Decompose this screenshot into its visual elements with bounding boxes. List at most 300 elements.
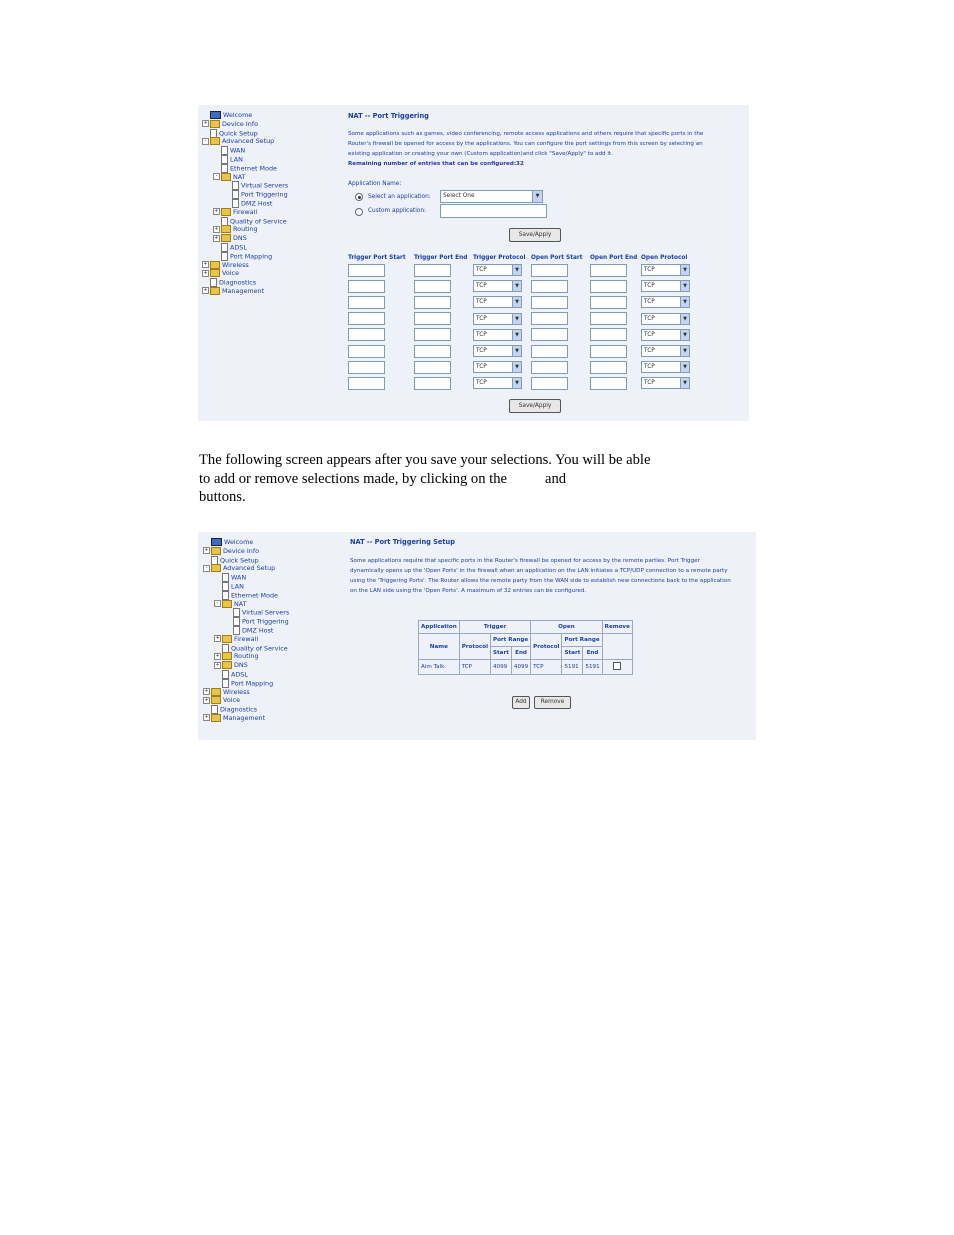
- expand-icon[interactable]: +: [203, 287, 208, 294]
- table-cell: [590, 375, 641, 391]
- tree-item[interactable]: [202, 199, 288, 208]
- tree-item-label[interactable]: Firewall: [233, 207, 258, 216]
- tree-item[interactable]: [203, 582, 289, 591]
- tree-item-label[interactable]: DNS: [233, 234, 247, 243]
- tree-item[interactable]: [203, 635, 289, 644]
- tree-item-label[interactable]: Wireless: [223, 687, 250, 696]
- custom-application-radio[interactable]: [355, 208, 363, 216]
- custom-application-input[interactable]: [440, 204, 547, 218]
- page-icon: [222, 591, 229, 600]
- chevron-down-icon: ▼: [680, 265, 689, 275]
- tree-item[interactable]: [202, 243, 288, 252]
- header-trigger-port-range: Port Range: [490, 634, 530, 647]
- table-cell: [641, 294, 692, 310]
- chevron-down-icon: ▼: [680, 378, 689, 388]
- tree-item-label[interactable]: ADSL: [231, 670, 248, 679]
- column-header: Open Port Start: [531, 254, 583, 261]
- tree-item[interactable]: [203, 617, 289, 626]
- table-cell: [348, 343, 414, 359]
- tree-item[interactable]: [202, 278, 288, 287]
- table-cell: [641, 262, 692, 278]
- folder-icon: [210, 269, 220, 277]
- folder-icon: [221, 173, 231, 181]
- tree-item[interactable]: [203, 661, 289, 670]
- tree-item-label[interactable]: Welcome: [224, 538, 254, 546]
- tree-item-label[interactable]: Quick Setup: [220, 556, 259, 565]
- tree-item[interactable]: [202, 234, 288, 243]
- page-icon: [233, 626, 240, 635]
- table-cell: [414, 294, 473, 310]
- page-icon: [222, 679, 229, 688]
- trigger-protocol-select[interactable]: [473, 377, 522, 389]
- folder-icon: [222, 600, 232, 608]
- tree-item[interactable]: [203, 696, 289, 705]
- protocol-value: TCP: [476, 299, 487, 306]
- tree-item-label[interactable]: Port Triggering: [242, 617, 289, 626]
- table-cell: [414, 375, 473, 391]
- page-icon: [221, 146, 228, 155]
- table-row: [348, 375, 692, 391]
- protocol-value: TCP: [476, 331, 487, 338]
- select-application-label: Select an application:: [368, 194, 431, 200]
- application-select[interactable]: [440, 190, 543, 203]
- save-apply-button-bottom[interactable]: Save/Apply: [509, 399, 561, 413]
- tree-item-label[interactable]: NAT: [233, 172, 246, 181]
- trigger-protocol-select[interactable]: [473, 361, 522, 373]
- entry-trigger-protocol: TCP: [459, 660, 490, 675]
- trigger-port-start-input[interactable]: [348, 328, 385, 341]
- tree-item[interactable]: [203, 688, 289, 697]
- protocol-value: TCP: [476, 348, 487, 355]
- header-trigger-end: End: [511, 647, 530, 660]
- tree-item-label[interactable]: Port Mapping: [230, 252, 273, 261]
- protocol-value: TCP: [476, 364, 487, 371]
- tree-item[interactable]: [203, 573, 289, 582]
- tree-item-label[interactable]: Device Info: [222, 119, 258, 128]
- table-row: [348, 311, 692, 327]
- tree-item[interactable]: [203, 564, 289, 573]
- table-cell: [531, 327, 590, 343]
- open-port-start-input[interactable]: [531, 312, 568, 325]
- trigger-port-start-input[interactable]: [348, 264, 385, 277]
- table-cell: [473, 343, 531, 359]
- open-protocol-select[interactable]: [641, 345, 690, 357]
- header-open-protocol: Protocol: [531, 634, 562, 660]
- expand-icon[interactable]: +: [214, 225, 219, 232]
- tree-item[interactable]: [203, 679, 289, 688]
- tree-item[interactable]: [202, 208, 288, 217]
- tree-item[interactable]: [203, 556, 289, 565]
- protocol-value: TCP: [476, 283, 487, 290]
- table-cell: [348, 375, 414, 391]
- page-icon: [210, 278, 217, 287]
- protocol-value: TCP: [476, 267, 487, 274]
- folder-icon: [211, 714, 221, 722]
- table-cell: [590, 278, 641, 294]
- tree-item[interactable]: [203, 714, 289, 723]
- tree-item[interactable]: [202, 287, 288, 296]
- folder-icon: [211, 547, 221, 555]
- trigger-port-end-input[interactable]: [414, 328, 451, 341]
- folder-icon: [210, 120, 220, 128]
- tree-item[interactable]: [202, 225, 288, 234]
- open-port-end-input[interactable]: [590, 264, 627, 277]
- expand-icon[interactable]: +: [204, 714, 209, 721]
- table-cell: [473, 294, 531, 310]
- table-cell: [590, 343, 641, 359]
- entry-name: Aim Talk: [419, 660, 460, 675]
- trigger-port-end-input[interactable]: [414, 377, 451, 390]
- header-trigger: Trigger: [459, 621, 530, 634]
- tree-item-label[interactable]: DMZ Host: [242, 626, 274, 635]
- folder-icon: [211, 564, 221, 572]
- trigger-protocol-select[interactable]: [473, 264, 522, 276]
- page-icon: [211, 705, 218, 714]
- tree-item[interactable]: [203, 644, 289, 653]
- table-cell: [414, 262, 473, 278]
- open-port-start-input[interactable]: [531, 377, 568, 390]
- page-description: Some applications require that specific ports in the Router's firewall be opened for access by the remote parties. Port Trigger dynamically opens up the 'Open Ports' in the firewall when an application on the LAN initiates a TCP/UDP connection to a remote party using the 'Triggering Ports'. The Router allows the remote party from the WAN side to establish new connections back to the application on the LAN side using the 'Open Ports'. A maximum of 32 entries can be configured.: [350, 558, 731, 594]
- tree-item[interactable]: [202, 252, 288, 261]
- header-trigger-start: Start: [490, 647, 511, 660]
- trigger-protocol-select[interactable]: [473, 329, 522, 341]
- chevron-down-icon: ▼: [512, 314, 521, 324]
- tree-item[interactable]: [202, 181, 288, 190]
- table-cell: [348, 262, 414, 278]
- collapse-icon[interactable]: -: [214, 600, 221, 607]
- tree-item[interactable]: [202, 190, 288, 199]
- document-line-1: The following screen appears after you save your selections. You will be able: [199, 452, 651, 468]
- page-icon: [222, 582, 229, 591]
- trigger-port-start-input[interactable]: [348, 280, 385, 293]
- table-cell: [641, 311, 692, 327]
- column-header: Trigger Port End: [414, 254, 468, 261]
- tree-item[interactable]: [202, 137, 288, 146]
- protocol-value: TCP: [644, 364, 655, 371]
- page-icon: [221, 243, 228, 252]
- tree-item-label[interactable]: Voice: [222, 269, 240, 278]
- tree-item-label[interactable]: Port Triggering: [241, 190, 288, 199]
- tree-item-label[interactable]: Port Mapping: [231, 679, 274, 688]
- tree-item-label[interactable]: WAN: [230, 146, 246, 155]
- open-port-start-input[interactable]: [531, 264, 568, 277]
- table-row: [348, 327, 692, 343]
- folder-icon: [222, 652, 232, 660]
- tree-item-label[interactable]: WAN: [231, 573, 247, 582]
- trigger-port-end-input[interactable]: [414, 361, 451, 374]
- tree-item[interactable]: [202, 261, 288, 270]
- trigger-port-end-input[interactable]: [414, 345, 451, 358]
- trigger-protocol-select[interactable]: [473, 345, 522, 357]
- trigger-port-end-input[interactable]: [414, 296, 451, 309]
- open-port-end-input[interactable]: [590, 312, 627, 325]
- header-remove: Remove: [602, 621, 632, 634]
- tree-item-label[interactable]: Quick Setup: [219, 129, 258, 138]
- expand-icon[interactable]: +: [203, 261, 208, 268]
- folder-icon: [221, 225, 231, 233]
- tree-item-label[interactable]: Wireless: [222, 260, 249, 269]
- tree-item[interactable]: [202, 269, 288, 278]
- protocol-value: TCP: [644, 315, 655, 322]
- tree-item[interactable]: [202, 173, 288, 182]
- save-apply-button-top[interactable]: Save/Apply: [509, 228, 561, 242]
- table-cell: [531, 375, 590, 391]
- collapse-icon[interactable]: -: [202, 138, 209, 145]
- select-application-radio[interactable]: [355, 193, 363, 201]
- trigger-port-end-input[interactable]: [414, 312, 451, 325]
- column-header: Trigger Port Start: [348, 254, 406, 261]
- open-protocol-select[interactable]: [641, 296, 690, 308]
- open-protocol-select[interactable]: [641, 329, 690, 341]
- tree-item[interactable]: [202, 111, 288, 120]
- page-icon: [222, 644, 229, 653]
- table-cell: [414, 343, 473, 359]
- page-icon: [233, 608, 240, 617]
- table-cell: [641, 375, 692, 391]
- tree-item[interactable]: [202, 164, 288, 173]
- tree-item[interactable]: [203, 670, 289, 679]
- tree-item[interactable]: [203, 591, 289, 600]
- entry-remove-cell: [602, 660, 632, 675]
- open-protocol-select[interactable]: [641, 280, 690, 292]
- table-row: [348, 278, 692, 294]
- tree-item-label[interactable]: Ethernet Mode: [231, 591, 278, 600]
- tree-item-label[interactable]: Quality of Service: [230, 217, 287, 226]
- page-icon: [221, 164, 228, 173]
- tree-item-label[interactable]: Diagnostics: [219, 278, 257, 287]
- chevron-down-icon: ▼: [680, 314, 689, 324]
- port-triggering-table: [348, 253, 692, 392]
- collapse-icon[interactable]: -: [213, 173, 220, 180]
- page-icon: [232, 181, 239, 190]
- open-port-start-input[interactable]: [531, 328, 568, 341]
- remove-checkbox[interactable]: [613, 662, 621, 670]
- header-remove-blank: [602, 634, 632, 660]
- entry-open-protocol: TCP: [531, 660, 562, 675]
- expand-icon[interactable]: +: [203, 269, 208, 276]
- open-port-start-input[interactable]: [531, 345, 568, 358]
- tree-item-label[interactable]: DNS: [234, 661, 248, 670]
- tree-item[interactable]: [203, 547, 289, 556]
- chevron-down-icon: ▼: [512, 362, 521, 372]
- header-open: Open: [531, 621, 602, 634]
- protocol-value: TCP: [644, 331, 655, 338]
- table-cell: [590, 311, 641, 327]
- tree-item[interactable]: [202, 217, 288, 226]
- table-cell: [348, 327, 414, 343]
- chevron-down-icon: ▼: [512, 265, 521, 275]
- expand-icon[interactable]: +: [203, 120, 208, 127]
- header-name: Name: [419, 634, 460, 660]
- table-cell: [531, 294, 590, 310]
- tree-item[interactable]: [203, 608, 289, 617]
- tree-item-label[interactable]: Quality of Service: [231, 644, 288, 653]
- open-protocol-select[interactable]: [641, 377, 690, 389]
- navigation-tree: [202, 111, 288, 296]
- tree-item-label[interactable]: Advanced Setup: [222, 137, 275, 146]
- tree-item[interactable]: [202, 155, 288, 164]
- open-port-end-input[interactable]: [590, 328, 627, 341]
- table-cell: [473, 327, 531, 343]
- chevron-down-icon: ▼: [680, 297, 689, 307]
- table-cell: [348, 294, 414, 310]
- tree-item[interactable]: [203, 600, 289, 609]
- protocol-value: TCP: [644, 348, 655, 355]
- tree-item-label[interactable]: LAN: [230, 155, 243, 164]
- application-name-label: Application Name:: [348, 181, 402, 187]
- tree-item[interactable]: [202, 146, 288, 155]
- expand-icon[interactable]: +: [204, 547, 209, 554]
- tree-item[interactable]: [203, 538, 289, 547]
- trigger-port-start-input[interactable]: [348, 345, 385, 358]
- table-row: [348, 262, 692, 278]
- protocol-value: TCP: [644, 299, 655, 306]
- tree-item-label[interactable]: Firewall: [234, 634, 259, 643]
- table-cell: [348, 278, 414, 294]
- expand-icon[interactable]: +: [214, 234, 219, 241]
- trigger-port-start-input[interactable]: [348, 312, 385, 325]
- tree-item-label[interactable]: Ethernet Mode: [230, 164, 277, 173]
- tree-item-label[interactable]: Welcome: [223, 111, 253, 119]
- table-cell: [590, 262, 641, 278]
- table-cell: [473, 262, 531, 278]
- tree-item-label[interactable]: ADSL: [230, 243, 247, 252]
- trigger-port-start-input[interactable]: [348, 296, 385, 309]
- table-cell: [590, 327, 641, 343]
- open-protocol-select[interactable]: [641, 361, 690, 373]
- computer-icon: [211, 538, 222, 546]
- open-port-start-input[interactable]: [531, 280, 568, 293]
- trigger-port-end-input[interactable]: [414, 264, 451, 277]
- table-cell: [531, 343, 590, 359]
- remove-button[interactable]: Remove: [534, 696, 571, 709]
- tree-item-label[interactable]: Virtual Servers: [242, 608, 290, 617]
- expand-icon[interactable]: +: [215, 661, 220, 668]
- table-row: [348, 294, 692, 310]
- trigger-protocol-select[interactable]: [473, 280, 522, 292]
- expand-icon[interactable]: +: [204, 688, 209, 695]
- custom-application-label: Custom application:: [368, 208, 426, 214]
- table-cell: [414, 359, 473, 375]
- table-cell: [473, 375, 531, 391]
- page-title: NAT -- Port Triggering: [348, 112, 429, 120]
- page-icon: [232, 199, 239, 208]
- header-open-start: Start: [562, 647, 583, 660]
- tree-item-label[interactable]: Routing: [234, 652, 259, 661]
- table-cell: [473, 359, 531, 375]
- trigger-port-start-input[interactable]: [348, 361, 385, 374]
- header-open-end: End: [583, 647, 602, 660]
- open-protocol-select[interactable]: [641, 264, 690, 276]
- expand-icon[interactable]: +: [214, 208, 219, 215]
- folder-icon: [210, 287, 220, 295]
- open-port-start-input[interactable]: [531, 296, 568, 309]
- table-cell: [473, 311, 531, 327]
- tree-item-label[interactable]: Diagnostics: [220, 705, 258, 714]
- table-cell: [531, 278, 590, 294]
- tree-item-label[interactable]: Management: [222, 286, 265, 295]
- table-row: [348, 359, 692, 375]
- folder-icon: [210, 261, 220, 269]
- header-application: Application: [419, 621, 460, 634]
- trigger-port-end-input[interactable]: [414, 280, 451, 293]
- page-icon: [211, 556, 218, 565]
- trigger-port-start-input[interactable]: [348, 377, 385, 390]
- page-icon: [233, 617, 240, 626]
- expand-icon[interactable]: +: [215, 652, 220, 659]
- folder-icon: [222, 661, 232, 669]
- chevron-down-icon: ▼: [680, 330, 689, 340]
- table-cell: [414, 278, 473, 294]
- open-protocol-select[interactable]: [641, 313, 690, 325]
- chevron-down-icon: ▼: [512, 378, 521, 388]
- open-port-end-input[interactable]: [590, 361, 627, 374]
- tree-item[interactable]: [203, 652, 289, 661]
- table-cell: [590, 359, 641, 375]
- page-icon: [221, 217, 228, 226]
- open-port-end-input[interactable]: [590, 377, 627, 390]
- chevron-down-icon: ▼: [680, 362, 689, 372]
- table-row: [419, 660, 633, 675]
- application-select-value: Select One: [443, 193, 475, 199]
- document-line-2: to add or remove selections made, by clicking on the and: [199, 470, 567, 487]
- expand-icon[interactable]: +: [215, 635, 220, 642]
- open-port-end-input[interactable]: [590, 345, 627, 358]
- tree-item[interactable]: [202, 129, 288, 138]
- open-port-end-input[interactable]: [590, 296, 627, 309]
- tree-item-label[interactable]: Management: [223, 713, 266, 722]
- tree-item-label[interactable]: Virtual Servers: [241, 181, 289, 190]
- table-cell: [414, 327, 473, 343]
- tree-item-label[interactable]: Voice: [223, 696, 241, 705]
- tree-item[interactable]: [202, 120, 288, 129]
- protocol-value: TCP: [644, 267, 655, 274]
- expand-icon[interactable]: +: [204, 696, 209, 703]
- table-row: [348, 343, 692, 359]
- table-cell: [531, 359, 590, 375]
- folder-icon: [210, 137, 220, 145]
- tree-item[interactable]: [203, 626, 289, 635]
- folder-icon: [211, 696, 221, 704]
- chevron-down-icon: ▼: [680, 281, 689, 291]
- chevron-down-icon: ▼: [512, 330, 521, 340]
- page-icon: [222, 670, 229, 679]
- open-port-start-input[interactable]: [531, 361, 568, 374]
- table-cell: [590, 294, 641, 310]
- open-port-end-input[interactable]: [590, 280, 627, 293]
- page-icon: [221, 155, 228, 164]
- tree-item-label[interactable]: DMZ Host: [241, 199, 273, 208]
- collapse-icon[interactable]: -: [203, 565, 210, 572]
- table-cell: [641, 343, 692, 359]
- tree-item-label[interactable]: Device Info: [223, 546, 259, 555]
- tree-item[interactable]: [203, 705, 289, 714]
- tree-item-label[interactable]: Routing: [233, 225, 258, 234]
- protocol-value: TCP: [476, 380, 487, 387]
- table-cell: [641, 327, 692, 343]
- table-cell: [348, 359, 414, 375]
- tree-item-label[interactable]: NAT: [234, 599, 247, 608]
- trigger-protocol-select[interactable]: [473, 313, 522, 325]
- add-button[interactable]: Add: [512, 696, 530, 709]
- tree-item-label[interactable]: Advanced Setup: [223, 564, 276, 573]
- tree-item-label[interactable]: LAN: [231, 582, 244, 591]
- page-icon: [221, 252, 228, 261]
- page-icon: [232, 190, 239, 199]
- trigger-protocol-select[interactable]: [473, 296, 522, 308]
- header-trigger-protocol: Protocol: [459, 634, 490, 660]
- protocol-value: TCP: [644, 380, 655, 387]
